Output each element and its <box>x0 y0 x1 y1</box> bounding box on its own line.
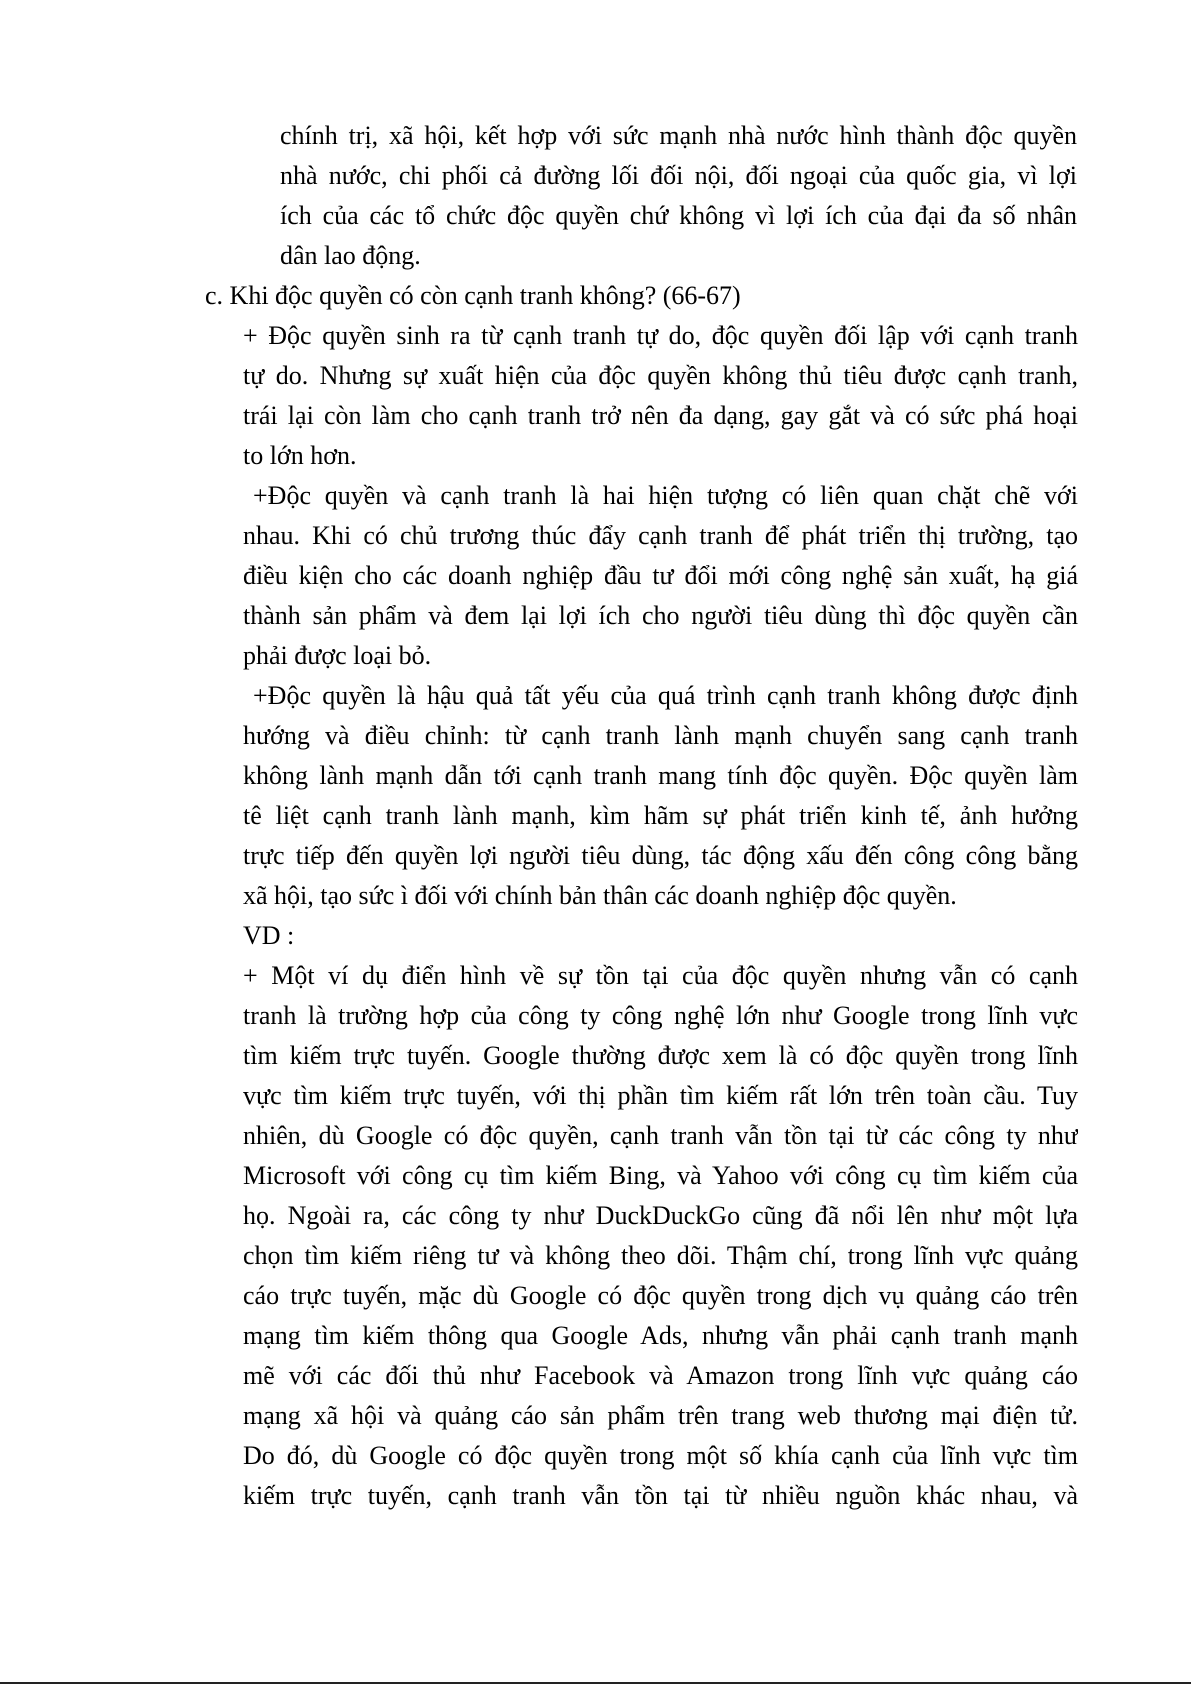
text-line: Microsoft với công cụ tìm kiếm Bing, và Yahoo với công cụ tìm kiếm của <box>243 1161 1078 1190</box>
text-line: nhiên, dù Google có độc quyền, cạnh tranh vẫn tồn tại từ các công ty như <box>243 1121 1078 1150</box>
heading-text: c. Khi độc quyền có còn cạnh tranh không? (66-67) <box>205 281 741 310</box>
text-line: +Độc quyền và cạnh tranh là hai hiện tượng có liên quan chặt chẽ với <box>253 481 1078 510</box>
text-line: + Một ví dụ điển hình về sự tồn tại của độc quyền nhưng vẫn có cạnh <box>243 961 1078 990</box>
intro-paragraph <box>280 116 1077 276</box>
example-label: VD : <box>243 921 295 950</box>
text-line: họ. Ngoài ra, các công ty như DuckDuckGo cũng đã nổi lên như một lựa <box>243 1201 1078 1230</box>
paragraph-4 <box>243 956 1078 1516</box>
text-line: điều kiện cho các doanh nghiệp đầu tư đổi mới công nghệ sản xuất, hạ giá <box>243 561 1078 590</box>
section-heading-c <box>205 276 1085 316</box>
example-label-row <box>243 916 1078 956</box>
paragraph-1 <box>243 316 1078 476</box>
text-line: tê liệt cạnh tranh lành mạnh, kìm hãm sự phát triển kinh tế, ảnh hưởng <box>243 801 1078 830</box>
text-line: hướng và điều chỉnh: từ cạnh tranh lành mạnh chuyển sang cạnh tranh <box>243 721 1078 750</box>
text-line: cáo trực tuyến, mặc dù Google có độc quyền trong dịch vụ quảng cáo trên <box>243 1281 1078 1310</box>
text-line: chính trị, xã hội, kết hợp với sức mạnh nhà nước hình thành độc quyền <box>280 121 1077 150</box>
text-line: tự do. Nhưng sự xuất hiện của độc quyền không thủ tiêu được cạnh tranh, <box>243 361 1078 390</box>
text-line: xã hội, tạo sức ì đối với chính bản thân các doanh nghiệp độc quyền. <box>243 881 957 910</box>
text-line: nhà nước, chi phối cả đường lối đối nội, đối ngoại của quốc gia, vì lợi <box>280 161 1077 190</box>
text-line: vực tìm kiếm trực tuyến, với thị phần tìm kiếm rất lớn trên toàn cầu. Tuy <box>243 1081 1078 1110</box>
text-line: chọn tìm kiếm riêng tư và không theo dõi. Thậm chí, trong lĩnh vực quảng <box>243 1241 1078 1270</box>
paragraph-3 <box>243 676 1078 916</box>
page-bottom-rule <box>0 1682 1191 1684</box>
text-line: ích của các tổ chức độc quyền chứ không vì lợi ích của đại đa số nhân <box>280 201 1077 230</box>
paragraph-2 <box>243 476 1078 676</box>
section-body <box>243 316 1078 1516</box>
text-line: tìm kiếm trực tuyến. Google thường được xem là có độc quyền trong lĩnh <box>243 1041 1078 1070</box>
text-line: dân lao động. <box>280 241 421 270</box>
text-line: mẽ với các đối thủ như Facebook và Amazon trong lĩnh vực quảng cáo <box>243 1361 1078 1390</box>
text-line: trái lại còn làm cho cạnh tranh trở nên đa dạng, gay gắt và có sức phá hoại <box>243 401 1078 430</box>
text-line: không lành mạnh dẫn tới cạnh tranh mang tính độc quyền. Độc quyền làm <box>243 761 1078 790</box>
text-line: nhau. Khi có chủ trương thúc đẩy cạnh tranh để phát triển thị trường, tạo <box>243 521 1078 550</box>
text-line: tranh là trường hợp của công ty công nghệ lớn như Google trong lĩnh vực <box>243 1001 1078 1030</box>
text-line: Do đó, dù Google có độc quyền trong một số khía cạnh của lĩnh vực tìm <box>243 1441 1078 1470</box>
text-line: to lớn hơn. <box>243 441 357 470</box>
text-line: +Độc quyền là hậu quả tất yếu của quá trình cạnh tranh không được định <box>253 681 1078 710</box>
text-line: kiếm trực tuyến, cạnh tranh vẫn tồn tại từ nhiều nguồn khác nhau, và <box>243 1481 1078 1510</box>
text-line: mạng tìm kiếm thông qua Google Ads, nhưng vẫn phải cạnh tranh mạnh <box>243 1321 1078 1350</box>
text-line: trực tiếp đến quyền lợi người tiêu dùng, tác động xấu đến công công bằng <box>243 841 1078 870</box>
text-line: thành sản phẩm và đem lại lợi ích cho người tiêu dùng thì độc quyền cần <box>243 601 1078 630</box>
text-line: mạng xã hội và quảng cáo sản phẩm trên trang web thương mại điện tử. <box>243 1401 1078 1430</box>
text-line: phải được loại bỏ. <box>243 641 432 670</box>
text-line: + Độc quyền sinh ra từ cạnh tranh tự do, độc quyền đối lập với cạnh tranh <box>243 321 1078 350</box>
